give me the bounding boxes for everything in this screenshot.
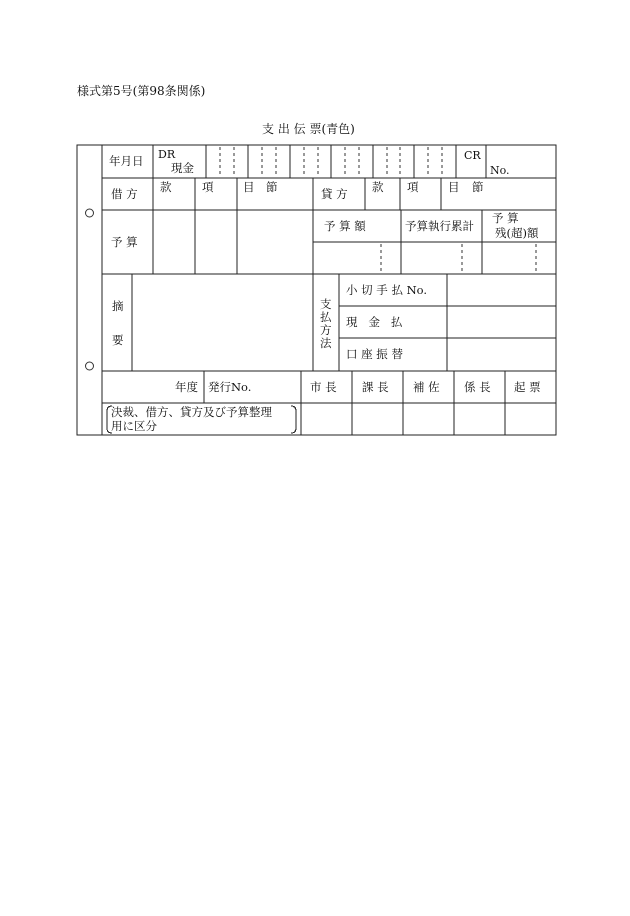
fiscal-year-label: 年度 [175,380,198,394]
cr-label: CR [464,149,481,162]
punch-hole-top [86,209,94,217]
cash-payment-label: 現 金 払 [346,315,403,329]
credit-label: 貸 方 [321,187,348,201]
drafter-label: 起 票 [514,380,541,394]
form-title: 支 出 伝 票(青色) [262,122,355,136]
assistant-label: 補 佐 [413,380,440,394]
note-line-2: 用に区分 [111,419,157,433]
bank-transfer-label: 口 座 振 替 [346,347,403,361]
budget-label: 予 算 [111,235,138,249]
note-bracket-right [291,406,296,433]
payment-method-2: 払 [320,310,332,324]
credit-setsu: 節 [472,180,484,194]
execution-total-label: 予算執行累計 [405,219,474,233]
debit-kou: 項 [202,180,214,194]
issue-no-label: 発行No. [208,380,252,394]
payment-method-4: 法 [320,336,332,350]
no-label: No. [490,164,510,177]
remaining-label-1: 予 算 [492,211,519,225]
budget-amount-label: 予 算 額 [324,219,366,233]
check-no-label: 小 切 手 払 No. [346,283,428,297]
credit-moku: 目 [448,180,460,194]
dr-label: DR [158,148,176,161]
mayor-label: 市 長 [310,380,337,394]
punch-hole-bottom [86,362,94,370]
summary-char-1: 摘 [112,299,124,313]
cash-label: 現金 [171,161,194,175]
form-number: 様式第5号(第98条関係) [77,84,206,98]
section-chief-label: 課 長 [362,380,389,394]
payment-method-1: 支 [320,297,332,311]
debit-setsu: 節 [266,180,278,194]
debit-label: 借 方 [111,187,138,201]
debit-kan: 款 [160,180,172,194]
chief-label: 係 長 [464,380,491,394]
note-line-1: 決裁、借方、貸方及び予算整理 [111,405,272,419]
date-label: 年月日 [109,154,144,168]
debit-moku: 目 [243,180,255,194]
remaining-label-2: 残(超)額 [495,226,539,240]
credit-kou: 項 [407,180,419,194]
summary-char-2: 要 [112,333,124,347]
payment-method-3: 方 [320,323,332,337]
credit-kan: 款 [372,180,384,194]
